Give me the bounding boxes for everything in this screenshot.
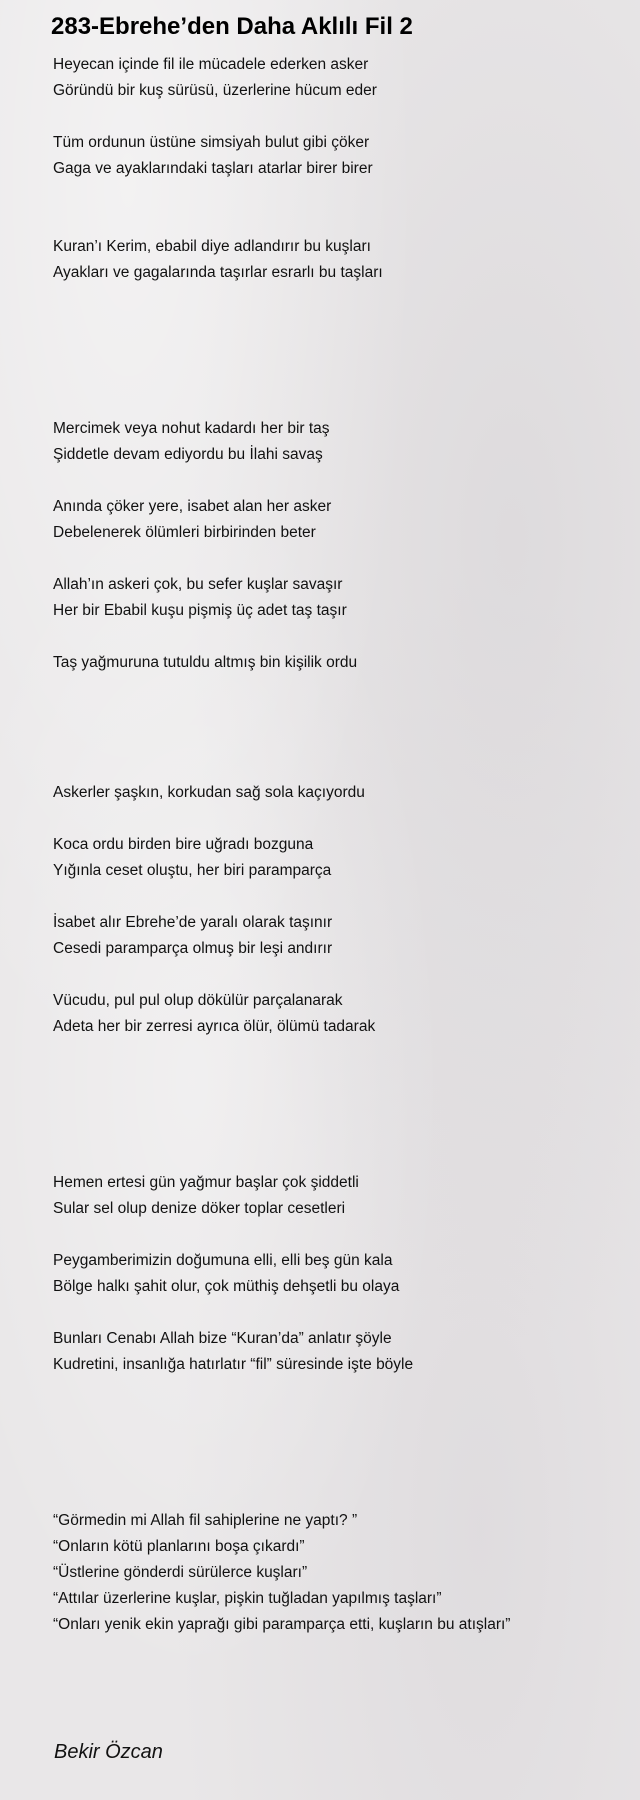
poem-line: Yığınla ceset oluştu, her biri paramparça [53, 862, 332, 879]
poem-line: Askerler şaşkın, korkudan sağ sola kaçıyordu [53, 784, 365, 801]
poem-body [53, 52, 633, 1638]
poem-line: Debelenerek ölümleri birbirinden beter [53, 524, 316, 541]
poem-line: Tüm ordunun üstüne simsiyah bulut gibi çöker [53, 134, 370, 151]
poem-line: Hemen ertesi gün yağmur başlar çok şiddetli [53, 1174, 359, 1191]
stanza-break [53, 104, 633, 130]
poem-line: Mercimek veya nohut kadardı her bir taş [53, 420, 330, 437]
poem-line: Taş yağmuruna tutuldu altmış bin kişilik ordu [53, 654, 358, 671]
poem-line: Şiddetle devam ediyordu bu İlahi savaş [53, 446, 323, 463]
stanza-break [53, 182, 633, 234]
poem-line: İsabet alır Ebrehe’de yaralı olarak taşınır [53, 914, 333, 931]
poem-line: “Onların kötü planlarını boşa çıkardı” [53, 1538, 305, 1555]
stanza-break [53, 806, 633, 832]
stanza-break [53, 962, 633, 988]
stanza-break [53, 1040, 633, 1170]
stanza-break [53, 546, 633, 572]
stanza-break [53, 624, 633, 650]
stanza-break [53, 1300, 633, 1326]
poem-line: Anında çöker yere, isabet alan her asker [53, 498, 332, 515]
poem-line: Kuran’ı Kerim, ebabil diye adlandırır bu kuşları [53, 238, 371, 255]
poem-line: Göründü bir kuş sürüsü, üzerlerine hücum eder [53, 82, 377, 99]
stanza-break [53, 468, 633, 494]
poem-line: Bölge halkı şahit olur, çok müthiş dehşetli bu olaya [53, 1278, 400, 1295]
poem-line: Adeta her bir zerresi ayrıca ölür, ölümü tadarak [53, 1018, 376, 1035]
poem-line: Sular sel olup denize döker toplar cesetleri [53, 1200, 346, 1217]
stanza-break [53, 884, 633, 910]
poem-line: Kudretini, insanlığa hatırlatır “fil” süresinde işte böyle [53, 1356, 414, 1373]
poem-line: Cesedi paramparça olmuş bir leşi andırır [53, 940, 333, 957]
poem-line: Koca ordu birden bire uğradı bozguna [53, 836, 314, 853]
stanza-break [53, 676, 633, 780]
poem-line: Her bir Ebabil kuşu pişmiş üç adet taş taşır [53, 602, 347, 619]
stanza-break [53, 1222, 633, 1248]
stanza-break [53, 1378, 633, 1508]
poem-line: “Attılar üzerlerine kuşlar, pişkin tuğladan yapılmış taşları” [53, 1590, 442, 1607]
poem-title: 283-Ebrehe’den Daha Aklılı Fil 2 [51, 13, 413, 40]
poem-line: “Onları yenik ekin yaprağı gibi paramparça etti, kuşların bu atışları” [53, 1616, 511, 1633]
poem-line: Gaga ve ayaklarındaki taşları atarlar birer birer [53, 160, 373, 177]
poem-line: Ayakları ve gagalarında taşırlar esrarlı bu taşları [53, 264, 383, 281]
poem-line: “Üstlerine gönderdi sürülerce kuşları” [53, 1564, 308, 1581]
poem-line: Bunları Cenabı Allah bize “Kuran’da” anlatır şöyle [53, 1330, 392, 1347]
poem-line: “Görmedin mi Allah fil sahiplerine ne yaptı? ” [53, 1512, 358, 1529]
stanza-break [53, 286, 633, 416]
poem-line: Allah’ın askeri çok, bu sefer kuşlar savaşır [53, 576, 343, 593]
poem-line: Peygamberimizin doğumuna elli, elli beş gün kala [53, 1252, 393, 1269]
poem-line: Vücudu, pul pul olup dökülür parçalanarak [53, 992, 343, 1009]
poem-line: Heyecan içinde fil ile mücadele ederken asker [53, 56, 369, 73]
poem-author: Bekir Özcan [54, 1741, 163, 1763]
